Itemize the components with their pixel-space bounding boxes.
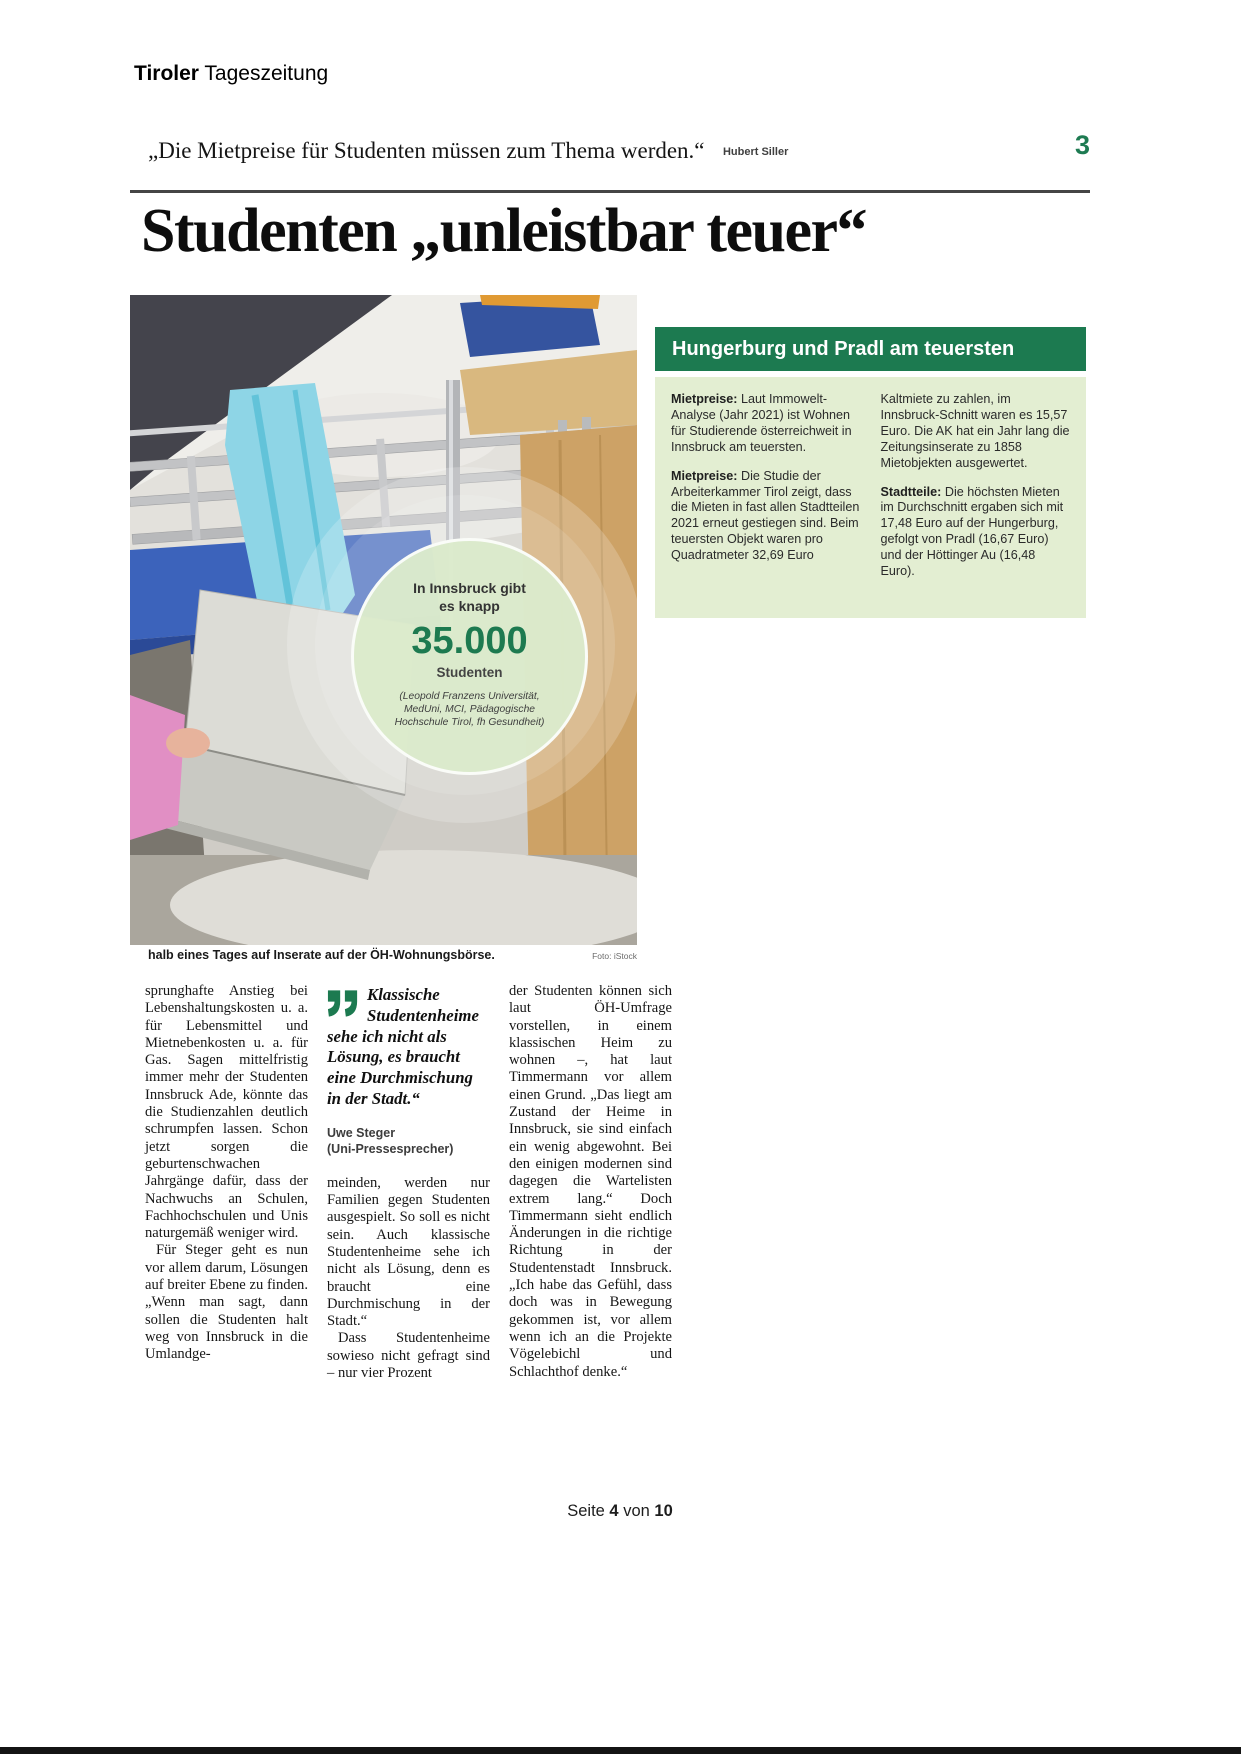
- article-paragraph: Dass Studentenheime sowieso nicht gefragt sind – nur vier Prozent: [327, 1330, 490, 1382]
- infobox-column-1: [671, 392, 861, 604]
- article-paragraph: der Studenten können sich laut ÖH-Umfrage vorstellen, in einem klassischen Heim zu wohnen –, hat laut Timmermann vor allem einen Grund. „Das liegt am Zustand der Heime in Innsbruck, sie sind einfach ein wenig abgewohnt. Bei den einigen modernen sind dagegen die Wartelisten extrem lang.“ Doch Timmermann sieht endlich Änderungen in die richtige Richtung in der Studentenstadt Innsbruck. „Ich habe das Gefühl, dass doch was in Bewegung gekommen ist, vor allem wenn ich an die Projekte Vögelebichl und Schlachthof denke.“: [509, 983, 672, 1380]
- infobox-label: Mietpreise:: [671, 468, 738, 483]
- kicker-row: [148, 138, 788, 164]
- footer-label-von: von: [623, 1502, 650, 1520]
- pull-quote-text-block: [327, 985, 490, 1110]
- pull-quote-role: (Uni-Pressesprecher): [327, 1141, 454, 1156]
- infobox-text: Die Studie der Arbeiterkammer Tirol zeigt, dass die Mieten in fast allen Stadtteilen 2021 erneut gestiegen sind. Beim teuersten Objekt waren pro Quadratmeter 32,69 Euro: [671, 468, 860, 563]
- pull-quote: [327, 985, 490, 1157]
- infobox-body: [655, 377, 1086, 618]
- footer-current-page: 4: [609, 1502, 619, 1520]
- badge-label: Studenten: [436, 665, 503, 680]
- quote-icon: [327, 990, 359, 1023]
- photo-pink-sleeve: [130, 695, 185, 840]
- badge-line2: es knapp: [439, 598, 500, 614]
- badge-source: (Leopold Franzens Universität, MedUni, MCI, Pädagogische Hochschule Tirol, fh Gesundheit): [394, 691, 545, 728]
- footer-label-seite: Seite: [567, 1502, 605, 1520]
- article-column-1: [145, 983, 308, 1382]
- infobox-label: Stadtteile:: [880, 484, 942, 499]
- headline: Studenten „unleistbar teuer“: [141, 197, 867, 265]
- pull-quote-author: Uwe Steger: [327, 1125, 396, 1140]
- infobox-paragraph: [881, 392, 1071, 472]
- photo-hand: [166, 728, 210, 758]
- photo-caption-row: [148, 948, 637, 962]
- infobox-paragraph: [671, 392, 861, 456]
- infobox-title: Hungerburg und Pradl am teuersten: [655, 327, 1086, 371]
- article-paragraph: sprunghafte Anstieg bei Lebenshaltungskosten u. a. für Lebensmittel und Mietnebenkosten u. a. für Gas. Sagen mittelfristig immer mehr der Studenten Innsbruck Ade, könnte das die Studienzahlen deutlich schrumpfen lassen. Schon jetzt sorgen die geburtenschwachen Jahrgänge dafür, dass der Nachwuchs an Schulen, Fachhochschulen und Unis naturgemäß weniger wird.: [145, 983, 308, 1242]
- article-column-2: [327, 983, 490, 1382]
- kicker-author: Hubert Siller: [722, 146, 789, 158]
- infobox: [655, 327, 1086, 618]
- page-number: 3: [1074, 130, 1090, 160]
- photo-caption: halb eines Tages auf Inserate auf der ÖH-Wohnungsbörse.: [148, 948, 495, 962]
- infobox-column-2: [881, 392, 1071, 604]
- article-paragraph: meinden, werden nur Familien gegen Studenten ausgespielt. So soll es nicht sein. Auch klassische Studentenheime sehe ich nicht als Lösung, denn es braucht eine Durchmischung in der Stadt.“: [327, 1174, 490, 1330]
- article-photo: [130, 295, 637, 945]
- photo-credit: Foto: iStock: [592, 951, 637, 961]
- footer-total-pages: 10: [654, 1502, 673, 1520]
- infobox-text: Die höchsten Mieten im Durchschnitt ergaben sich mit 17,48 Euro auf der Hungerburg, gefolgt von Pradl (16,67 Euro) und der Höttinger Au (16,48 Euro).: [880, 484, 1064, 579]
- infobox-paragraph: [881, 485, 1071, 580]
- infobox-text: Laut Immowelt-Analyse (Jahr 2021) ist Wohnen für Studierende österreichweit in Innsbruck am teuersten.: [671, 392, 852, 454]
- article-column-3: [509, 983, 672, 1382]
- kicker-quote: „Die Mietpreise für Studenten müssen zum Thema werden.“: [148, 138, 705, 163]
- pull-quote-text: Klassische Studentenheime sehe ich nicht als Lösung, es braucht eine Durchmischung in der Stadt.“: [327, 985, 479, 1108]
- header-divider: [130, 190, 1090, 193]
- masthead: [134, 62, 328, 86]
- students-stat-badge: [351, 538, 588, 775]
- article-paragraph: Für Steger geht es nun vor allem darum, Lösungen auf breiter Ebene zu finden. „Wenn man sagt, dann sollen die Studenten halt weg von Innsbruck in die Umlandge-: [145, 1242, 308, 1363]
- infobox-label: Mietpreise:: [671, 392, 738, 406]
- badge-line1: In Innsbruck gibt: [413, 580, 526, 596]
- infobox-text: Kaltmiete zu zahlen, im Innsbruck-Schnitt waren es 15,57 Euro. Die AK hat ein Jahr lang die Zeitungsinserate zu 1858 Mietobjekten ausgewertet.: [880, 392, 1070, 470]
- masthead-brand-bold: Tiroler: [134, 62, 199, 85]
- infobox-paragraph: [671, 469, 861, 564]
- page-bottom-edge: [0, 1747, 1241, 1754]
- badge-number: 35.000: [411, 620, 528, 662]
- masthead-brand-rest: Tageszeitung: [198, 62, 329, 85]
- article-body: [145, 983, 673, 1382]
- page-footer: [440, 1502, 800, 1521]
